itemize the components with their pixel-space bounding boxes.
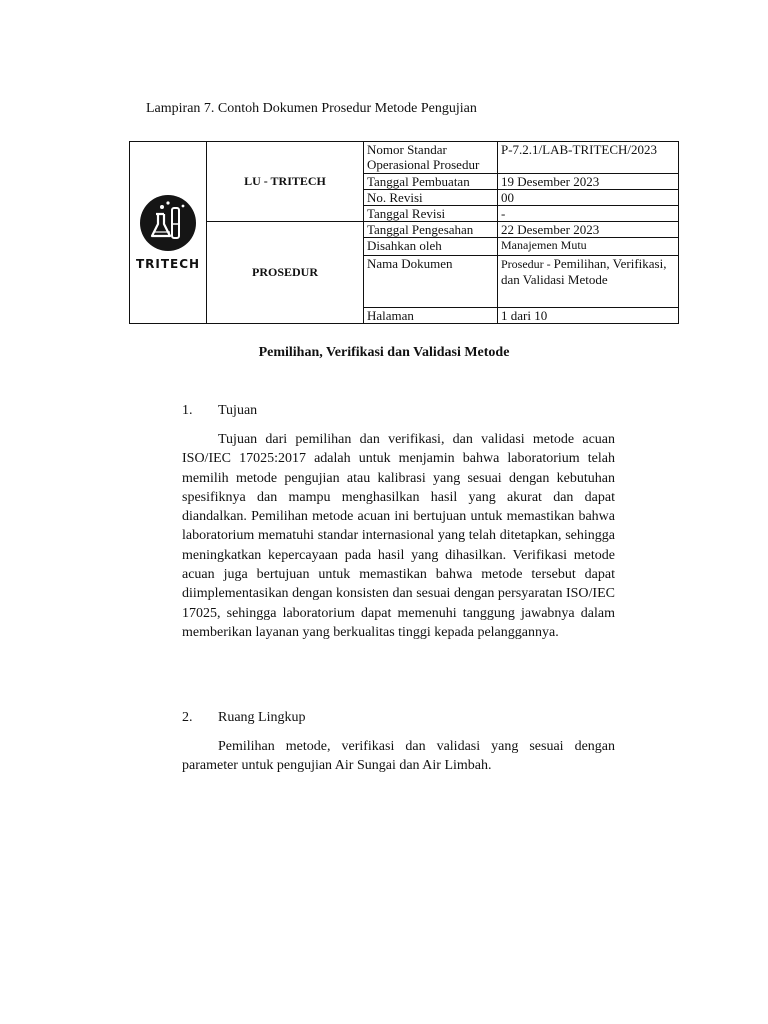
row-value-nomor-sop: P-7.2.1/LAB-TRITECH/2023 <box>498 142 679 174</box>
section-heading-tujuan <box>182 403 257 419</box>
row-value-disahkan-oleh: Manajemen Mutu <box>498 238 679 256</box>
section-number: 1. <box>182 403 193 418</box>
row-value-tanggal-revisi: - <box>498 206 679 222</box>
document-header-table <box>129 141 679 324</box>
section-body-ruang-lingkup: Pemilihan metode, verifikasi dan validasi yang sesuai dengan parameter untuk pengujian Air Sungai dan Air Limbah. <box>182 739 615 774</box>
row-label-tanggal-revisi: Tanggal Revisi <box>364 206 498 222</box>
procedure-label: PROSEDUR <box>207 222 364 324</box>
row-value-halaman: 1 dari 10 <box>498 308 679 324</box>
tritech-logo <box>133 194 203 272</box>
row-label-no-revisi: No. Revisi <box>364 190 498 206</box>
row-label-halaman: Halaman <box>364 308 498 324</box>
row-value-nama-dokumen <box>498 256 679 308</box>
lab-flask-icon <box>139 194 197 252</box>
row-value-tanggal-pengesahan: 22 Desember 2023 <box>498 222 679 238</box>
row-label-nomor-sop: Nomor Standar Operasional Prosedur <box>364 142 498 174</box>
document-name-value: Pemilihan, Verifikasi, dan Validasi Metode <box>501 256 667 287</box>
document-title: Pemilihan, Verifikasi dan Validasi Metode <box>258 345 510 360</box>
row-label-tanggal-pengesahan: Tanggal Pengesahan <box>364 222 498 238</box>
row-value-tanggal-pembuatan: 19 Desember 2023 <box>498 174 679 190</box>
document-name-prefix: Prosedur - <box>501 257 554 271</box>
logo-cell <box>130 142 207 324</box>
organization-name: LU - TRITECH <box>207 142 364 222</box>
section-body-tujuan: Tujuan dari pemilihan dan verifikasi, dan validasi metode acuan ISO/IEC 17025:2017 adalah untuk menjamin bahwa laboratorium telah memilih metode pengujian atau kalibrasi yang sesuai dengan kebutuhan spesifiknya dan mampu menghasilkan hasil yang akurat dan dapat diandalkan. Pemilihan metode acuan ini bertujuan untuk memastikan bahwa laboratorium mematuhi standar internasional yang telah ditetapkan, sehingga meningkatkan kepercayaan pada hasil yang dihasilkan. Verifikasi metode acuan juga bertujuan untuk memastikan bahwa metode tersebut dapat diimplementasikan dengan konsisten dan sesuai dengan persyaratan ISO/IEC 17025, sehingga laboratorium dapat memenuhi tanggung jawabnya dalam memberikan layanan yang berkualitas tinggi kepada pelanggannya. <box>182 432 615 640</box>
document-caption: Lampiran 7. Contoh Dokumen Prosedur Metode Pengujian <box>146 101 477 116</box>
logo-wordmark: TRITECH <box>135 256 201 271</box>
section-number: 2. <box>182 710 193 725</box>
row-label-disahkan-oleh: Disahkan oleh <box>364 238 498 256</box>
section-title: Ruang Lingkup <box>218 710 306 725</box>
row-value-no-revisi: 00 <box>498 190 679 206</box>
section-heading-ruang-lingkup <box>182 710 306 726</box>
section-title: Tujuan <box>218 403 258 418</box>
row-label-tanggal-pembuatan: Tanggal Pembuatan <box>364 174 498 190</box>
row-label-nama-dokumen: Nama Dokumen <box>364 256 498 308</box>
